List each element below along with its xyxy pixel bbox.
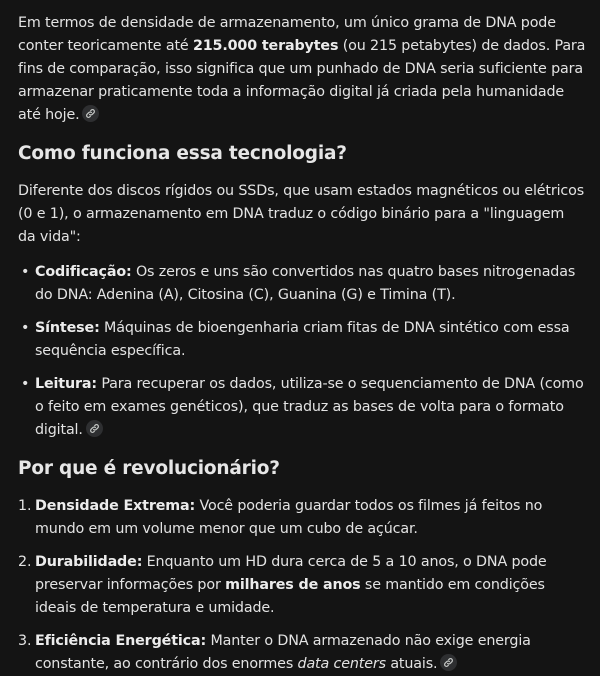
section-heading-why-revolutionary: Por que é revolucionário? bbox=[18, 458, 280, 479]
list-item-text: Máquinas de bioengenharia criam fitas de DNA sintético com essa sequência específica. bbox=[35, 320, 570, 359]
list-item-synthesis bbox=[18, 317, 586, 363]
list-item-durability bbox=[18, 551, 586, 620]
intro-bold-capacity: 215.000 terabytes bbox=[192, 38, 339, 54]
list-item-text: Você poderia guardar todos os filmes já feitos no mundo em um volume menor que um cubo de açúcar. bbox=[35, 498, 543, 537]
link-icon bbox=[89, 423, 100, 434]
list-item-encoding bbox=[18, 261, 586, 307]
intro-paragraph bbox=[18, 12, 586, 127]
list-item-text: atuais. bbox=[385, 656, 438, 672]
list-item-label: Codificação: bbox=[35, 264, 132, 280]
link-icon bbox=[443, 657, 454, 668]
list-item-label: Síntese: bbox=[35, 320, 100, 336]
list-item-text: Manter o DNA armazenado não exige energia constante, ao contrário dos enormes bbox=[35, 633, 531, 672]
how-it-works-list bbox=[18, 261, 586, 442]
list-item-energy bbox=[18, 630, 586, 676]
citation-chip[interactable] bbox=[440, 654, 457, 671]
bullet-glyph: • bbox=[21, 264, 30, 280]
list-item-text: Enquanto um HD dura cerca de 5 a 10 anos, o DNA pode preservar informações por bbox=[35, 554, 547, 593]
citation-chip[interactable] bbox=[82, 105, 99, 122]
list-number: 3. bbox=[18, 633, 32, 649]
list-item-label: Densidade Extrema: bbox=[35, 498, 196, 514]
intro-text-start: Em termos de densidade de armazenamento, um único grama de DNA pode conter teoricamente até bbox=[18, 15, 556, 54]
list-item-density bbox=[18, 495, 586, 541]
list-item-label: Eficiência Energética: bbox=[35, 633, 207, 649]
bullet-glyph: • bbox=[21, 320, 30, 336]
list-number: 1. bbox=[18, 498, 32, 514]
how-it-works-intro: Diferente dos discos rígidos ou SSDs, que usam estados magnéticos ou elétricos (0 e 1), o armazenamento em DNA traduz o código binário para a "linguagem da vida": bbox=[18, 183, 585, 245]
bullet-glyph: • bbox=[21, 376, 30, 392]
why-revolutionary-list bbox=[18, 495, 586, 676]
list-item-italic-text: data centers bbox=[297, 656, 386, 672]
list-item-text: Os zeros e uns são convertidos nas quatro bases nitrogenadas do DNA: Adenina (A), Citosina (C), Guanina (G) e Timina (T). bbox=[35, 264, 576, 303]
link-icon bbox=[85, 108, 96, 119]
list-item-bold-text: milhares de anos bbox=[225, 577, 361, 593]
list-item-reading bbox=[18, 373, 586, 442]
list-item-text: se mantido em condições ideais de temperatura e umidade. bbox=[35, 577, 545, 616]
list-item-label: Leitura: bbox=[35, 376, 97, 392]
section-heading-how-it-works: Como funciona essa tecnologia? bbox=[18, 143, 347, 164]
list-item-text: Para recuperar os dados, utiliza-se o sequenciamento de DNA (como o feito em exames genéticos), que traduz as bases de volta para o formato digital. bbox=[35, 376, 584, 438]
list-item-label: Durabilidade: bbox=[35, 554, 143, 570]
citation-chip[interactable] bbox=[86, 420, 103, 437]
list-number: 2. bbox=[18, 554, 32, 570]
intro-text-end: (ou 215 petabytes) de dados. Para fins de comparação, isso significa que um punhado de DNA seria suficiente para armazenar praticamente toda a informação digital já criada pela humanidade até hoje. bbox=[18, 38, 586, 123]
